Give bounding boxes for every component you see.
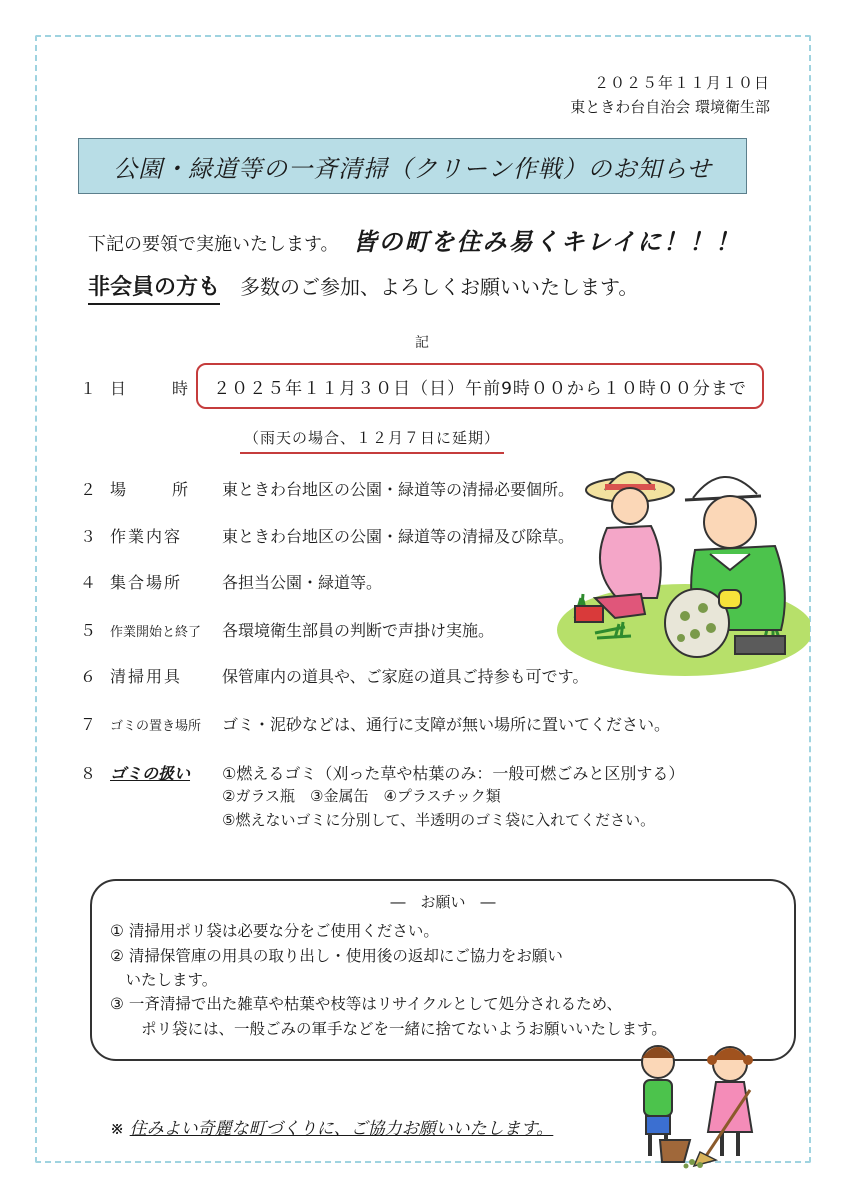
issue-date: ２０２５年１１月１０日 bbox=[593, 74, 770, 92]
item-number: ２ bbox=[80, 480, 97, 499]
notice-title: 公園・緑道等の一斉清掃（クリーン作戦）のお知らせ bbox=[78, 138, 747, 194]
request-line: いたします。 bbox=[110, 971, 218, 989]
item-label: 作業内容 bbox=[110, 527, 183, 546]
requests-title: ― お願い ― bbox=[390, 893, 496, 911]
item-value: 保管庫内の道具や、ご家庭の道具ご持参も可です。 bbox=[222, 667, 589, 686]
event-datetime-box: ２０２５年１１月３０日（日）午前9時００から１０時００分まで bbox=[196, 363, 764, 409]
organization-name: 東ときわ台自治会 環境衛生部 bbox=[570, 98, 770, 116]
item-label: 作業開始と終了 bbox=[110, 625, 202, 640]
item-value: ゴミ・泥砂などは、通行に支障が無い場所に置いてください。 bbox=[222, 715, 671, 734]
garbage-sub-line: ⑤燃えないゴミに分別して、半透明のゴミ袋に入れてください。 bbox=[222, 811, 656, 829]
item-number: ７ bbox=[80, 715, 97, 734]
ki-heading: 記 bbox=[415, 335, 429, 351]
request-line: ポリ袋には、一般ごみの軍手などを一緒に捨てないようお願いいたします。 bbox=[110, 1020, 667, 1038]
weeding-illustration bbox=[535, 458, 810, 688]
item-start-end bbox=[80, 618, 494, 641]
man-figure bbox=[665, 477, 785, 657]
participation-request: 多数のご参加、よろしくお願いいたします。 bbox=[240, 275, 639, 299]
item-number: １ bbox=[80, 379, 97, 398]
item-label: 清掃用具 bbox=[110, 667, 183, 686]
item-garbage-handling bbox=[80, 761, 684, 784]
item-number: ６ bbox=[80, 667, 97, 686]
item-cleaning-tools bbox=[80, 664, 588, 687]
girl-figure bbox=[694, 1047, 753, 1166]
footer-text: 住みよい奇麗な町づくりに、ご協力お願いいたします。 bbox=[129, 1119, 554, 1139]
rain-date-note: （雨天の場合、１２月７日に延期） bbox=[240, 427, 504, 454]
item-place bbox=[80, 477, 574, 500]
item-value: 各担当公園・緑道等。 bbox=[222, 573, 383, 592]
intro-line-2 bbox=[88, 270, 638, 301]
item-garbage-place bbox=[80, 712, 670, 735]
footer-mark: ※ bbox=[110, 1119, 125, 1139]
item-label: 集合場所 bbox=[110, 573, 183, 592]
garbage-sub-line: ②ガラス瓶 ③金属缶 ④プラスチック類 bbox=[222, 787, 501, 805]
item-label: ゴミの置き場所 bbox=[110, 719, 202, 734]
item-value: ①燃えるゴミ（刈った草や枯葉のみ：一般可燃ごみと区別する） bbox=[222, 764, 685, 783]
item-label: 場 所 bbox=[110, 480, 188, 499]
item-meeting-place bbox=[80, 570, 382, 593]
item-number: ８ bbox=[80, 764, 97, 783]
item-value: 東ときわ台地区の公園・緑道等の清掃必要個所。 bbox=[222, 480, 575, 499]
item-value: 東ときわ台地区の公園・緑道等の清掃及び除草。 bbox=[222, 527, 575, 546]
item-number: ５ bbox=[80, 621, 97, 640]
children-sweeping-illustration bbox=[630, 1040, 770, 1170]
intro-line-1 bbox=[88, 222, 741, 257]
footer-message bbox=[110, 1114, 553, 1139]
item-label: 日 時 bbox=[110, 379, 188, 398]
item-value: 各環境衛生部員の判断で声掛け実施。 bbox=[222, 621, 495, 640]
item-label: ゴミの扱い bbox=[110, 764, 191, 783]
request-line: ③ 一斉清掃で出た雑草や枯葉や枝等はリサイクルとして処分されるため、 bbox=[110, 995, 623, 1013]
requests-box bbox=[90, 879, 796, 1061]
boy-figure bbox=[642, 1046, 690, 1162]
item-number: ３ bbox=[80, 527, 97, 546]
item-work-content bbox=[80, 524, 574, 547]
item-number: ４ bbox=[80, 573, 97, 592]
request-line: ② 清掃保管庫の用具の取り出し・使用後の返却にご協力をお願い bbox=[110, 947, 563, 965]
non-member-lead: 非会員の方も bbox=[88, 275, 220, 305]
intro-slogan: 皆の町を住み易くキレイに！！！ bbox=[352, 228, 742, 256]
intro-text: 下記の要領で実施いたします。 bbox=[88, 234, 339, 255]
request-line: ① 清掃用ポリ袋は必要な分をご使用ください。 bbox=[110, 922, 439, 940]
